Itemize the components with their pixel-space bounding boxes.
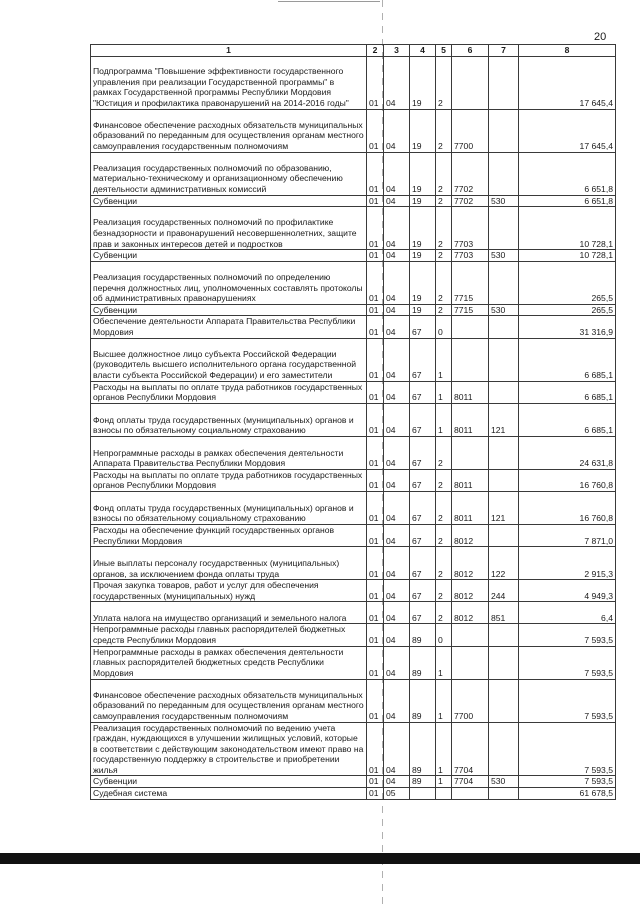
row-code-expense-type: 121 [489, 403, 519, 436]
row-code-direction [452, 788, 489, 800]
row-code-subsection: 04 [384, 679, 410, 722]
row-code-subprogram: 1 [436, 381, 452, 403]
row-name: Субвенции [91, 250, 367, 262]
row-code-section: 01 [367, 338, 384, 381]
row-code-direction: 7715 [452, 304, 489, 316]
row-name: Фонд оплаты труда государственных (муниципальных) органов и взносы по обязательному социальному страхованию [91, 491, 367, 524]
row-code-subsection: 04 [384, 491, 410, 524]
row-code-subprogram: 2 [436, 304, 452, 316]
row-code-program: 19 [410, 250, 436, 262]
row-code-direction: 8012 [452, 580, 489, 602]
row-code-section: 01 [367, 56, 384, 109]
row-name: Непрограммные расходы в рамках обеспечения деятельности Аппарата Правительства Республики Мордовия [91, 436, 367, 469]
row-code-subprogram: 2 [436, 152, 452, 195]
header-cell: 8 [519, 45, 616, 57]
row-code-program: 89 [410, 679, 436, 722]
row-code-program: 67 [410, 580, 436, 602]
row-amount: 6 651,8 [519, 152, 616, 195]
row-code-subsection: 04 [384, 602, 410, 624]
row-code-direction [452, 624, 489, 646]
row-code-direction: 7702 [452, 152, 489, 195]
row-amount: 7 593,5 [519, 624, 616, 646]
row-code-subprogram: 2 [436, 580, 452, 602]
row-amount: 10 728,1 [519, 250, 616, 262]
row-name: Финансовое обеспечение расходных обязательств муниципальных образований по переданным для осуществления органам местного самоуправления государственным полномочиям [91, 109, 367, 152]
row-code-subsection: 04 [384, 316, 410, 338]
table-row [91, 195, 616, 207]
header-cell: 5 [436, 45, 452, 57]
row-name: Реализация государственных полномочий по образованию, материально-техническому и организационному обеспечению деятельности административных комиссий [91, 152, 367, 195]
row-code-subprogram: 2 [436, 250, 452, 262]
row-code-program: 19 [410, 261, 436, 304]
row-code-program: 19 [410, 304, 436, 316]
table-row [91, 624, 616, 646]
row-code-subprogram: 0 [436, 316, 452, 338]
row-amount: 4 949,3 [519, 580, 616, 602]
row-code-subsection: 05 [384, 788, 410, 800]
row-code-expense-type [489, 524, 519, 546]
header-cell: 3 [384, 45, 410, 57]
table-row [91, 109, 616, 152]
row-amount: 6,4 [519, 602, 616, 624]
row-code-program: 67 [410, 547, 436, 580]
row-name: Уплата налога на имущество организаций и земельного налога [91, 602, 367, 624]
row-code-program: 19 [410, 56, 436, 109]
table-row [91, 491, 616, 524]
row-code-subprogram: 1 [436, 679, 452, 722]
row-name: Непрограммные расходы в рамках обеспечения деятельности главных распорядителей бюджетных средств Республики Мордовия [91, 646, 367, 679]
table-row [91, 788, 616, 800]
row-code-subsection: 04 [384, 524, 410, 546]
row-name: Судебная система [91, 788, 367, 800]
row-code-direction: 8012 [452, 524, 489, 546]
row-code-program: 67 [410, 469, 436, 491]
row-amount: 6 685,1 [519, 381, 616, 403]
row-code-subsection: 04 [384, 109, 410, 152]
row-code-expense-type [489, 56, 519, 109]
row-code-section: 01 [367, 624, 384, 646]
row-code-program: 89 [410, 624, 436, 646]
row-code-direction: 8011 [452, 491, 489, 524]
row-code-subsection: 04 [384, 436, 410, 469]
row-code-expense-type [489, 624, 519, 646]
row-code-expense-type [489, 436, 519, 469]
row-code-subprogram: 2 [436, 602, 452, 624]
row-code-direction: 7704 [452, 776, 489, 788]
row-code-subsection: 04 [384, 56, 410, 109]
row-code-section: 01 [367, 602, 384, 624]
row-amount: 61 678,5 [519, 788, 616, 800]
row-name: Иные выплаты персоналу государственных (муниципальных) органов, за исключением фонда оплаты труда [91, 547, 367, 580]
table-row [91, 646, 616, 679]
row-code-subprogram: 2 [436, 524, 452, 546]
table-row [91, 679, 616, 722]
row-code-subprogram: 1 [436, 722, 452, 776]
row-code-section: 01 [367, 469, 384, 491]
row-code-section: 01 [367, 304, 384, 316]
row-name: Субвенции [91, 776, 367, 788]
row-code-direction: 7700 [452, 109, 489, 152]
header-cell: 1 [91, 45, 367, 57]
row-code-expense-type [489, 316, 519, 338]
row-amount: 31 316,9 [519, 316, 616, 338]
table-row [91, 152, 616, 195]
row-code-section: 01 [367, 207, 384, 250]
row-code-program: 89 [410, 646, 436, 679]
row-name: Непрограммные расходы главных распорядителей бюджетных средств Республики Мордовия [91, 624, 367, 646]
table-row [91, 469, 616, 491]
row-code-program: 89 [410, 776, 436, 788]
row-code-subsection: 04 [384, 261, 410, 304]
table-row [91, 580, 616, 602]
row-name: Расходы на выплаты по оплате труда работников государственных органов Республики Мордовия [91, 469, 367, 491]
row-name: Субвенции [91, 195, 367, 207]
row-code-direction: 8011 [452, 469, 489, 491]
row-code-subprogram: 1 [436, 338, 452, 381]
row-code-program: 67 [410, 338, 436, 381]
row-amount: 6 651,8 [519, 195, 616, 207]
row-code-program: 67 [410, 524, 436, 546]
row-code-subprogram: 1 [436, 403, 452, 436]
row-code-direction [452, 436, 489, 469]
row-amount: 17 645,4 [519, 109, 616, 152]
row-code-program: 89 [410, 722, 436, 776]
row-code-section: 01 [367, 524, 384, 546]
row-code-subprogram: 1 [436, 776, 452, 788]
row-code-subsection: 04 [384, 646, 410, 679]
row-code-subsection: 04 [384, 776, 410, 788]
row-code-program: 67 [410, 381, 436, 403]
row-code-subsection: 04 [384, 338, 410, 381]
header-cell: 6 [452, 45, 489, 57]
row-code-subprogram: 1 [436, 646, 452, 679]
row-code-program: 67 [410, 316, 436, 338]
header-cell: 4 [410, 45, 436, 57]
table-row [91, 250, 616, 262]
row-code-expense-type [489, 788, 519, 800]
row-code-expense-type: 530 [489, 776, 519, 788]
row-name: Реализация государственных полномочий по профилактике безнадзорности и правонарушений несовершеннолетних, защите прав и законных интересов детей и подростков [91, 207, 367, 250]
row-code-expense-type [489, 152, 519, 195]
row-code-direction: 7703 [452, 250, 489, 262]
row-code-expense-type: 530 [489, 304, 519, 316]
row-name: Высшее должностное лицо субъекта Российской Федерации (руководитель высшего исполнительного органа государственной власти субъекта Российской Федерации) и его заместители [91, 338, 367, 381]
row-code-section: 01 [367, 403, 384, 436]
row-code-subprogram: 2 [436, 491, 452, 524]
row-amount: 6 685,1 [519, 338, 616, 381]
table-row [91, 403, 616, 436]
row-code-program: 67 [410, 602, 436, 624]
row-code-direction: 8011 [452, 403, 489, 436]
row-code-subprogram: 2 [436, 547, 452, 580]
row-code-section: 01 [367, 381, 384, 403]
row-code-subsection: 04 [384, 195, 410, 207]
row-code-subprogram [436, 788, 452, 800]
row-name: Обеспечение деятельности Аппарата Правительства Республики Мордовия [91, 316, 367, 338]
row-code-section: 01 [367, 788, 384, 800]
row-code-expense-type [489, 646, 519, 679]
row-code-subprogram: 2 [436, 56, 452, 109]
row-code-section: 01 [367, 261, 384, 304]
row-code-section: 01 [367, 776, 384, 788]
row-amount: 6 685,1 [519, 403, 616, 436]
scan-mark [278, 1, 380, 2]
row-amount: 7 593,5 [519, 646, 616, 679]
row-code-subsection: 04 [384, 152, 410, 195]
table-row [91, 524, 616, 546]
row-code-program [410, 788, 436, 800]
table-row [91, 602, 616, 624]
row-code-program: 67 [410, 491, 436, 524]
row-code-subprogram: 2 [436, 436, 452, 469]
table-row [91, 381, 616, 403]
row-code-expense-type: 851 [489, 602, 519, 624]
row-code-program: 67 [410, 436, 436, 469]
row-code-section: 01 [367, 491, 384, 524]
row-code-expense-type [489, 109, 519, 152]
row-code-subprogram: 2 [436, 109, 452, 152]
row-code-section: 01 [367, 646, 384, 679]
row-code-subsection: 04 [384, 469, 410, 491]
row-code-expense-type: 530 [489, 195, 519, 207]
row-code-section: 01 [367, 679, 384, 722]
row-code-section: 01 [367, 722, 384, 776]
table-body [91, 56, 616, 799]
row-code-expense-type: 244 [489, 580, 519, 602]
row-code-expense-type [489, 261, 519, 304]
row-code-program: 19 [410, 152, 436, 195]
row-code-direction [452, 56, 489, 109]
row-code-expense-type: 530 [489, 250, 519, 262]
row-amount: 17 645,4 [519, 56, 616, 109]
row-name: Реализация государственных полномочий по определению перечня должностных лиц, уполномоченных составлять протоколы об административных правонарушениях [91, 261, 367, 304]
table-row [91, 207, 616, 250]
row-amount: 265,5 [519, 261, 616, 304]
row-code-direction: 8012 [452, 602, 489, 624]
row-code-section: 01 [367, 580, 384, 602]
row-code-subsection: 04 [384, 547, 410, 580]
row-name: Расходы на обеспечение функций государственных органов Республики Мордовия [91, 524, 367, 546]
row-code-section: 01 [367, 436, 384, 469]
row-code-subprogram: 2 [436, 261, 452, 304]
row-code-direction: 8011 [452, 381, 489, 403]
table-row [91, 338, 616, 381]
row-code-section: 01 [367, 316, 384, 338]
row-code-direction: 7703 [452, 207, 489, 250]
row-code-section: 01 [367, 195, 384, 207]
row-code-expense-type [489, 722, 519, 776]
row-amount: 2 915,3 [519, 547, 616, 580]
row-code-subsection: 04 [384, 580, 410, 602]
table-row [91, 722, 616, 776]
row-code-expense-type: 121 [489, 491, 519, 524]
row-name: Расходы на выплаты по оплате труда работников государственных органов Республики Мордовия [91, 381, 367, 403]
row-code-section: 01 [367, 250, 384, 262]
row-code-direction: 7702 [452, 195, 489, 207]
row-code-section: 01 [367, 547, 384, 580]
row-code-subsection: 04 [384, 381, 410, 403]
row-name: Финансовое обеспечение расходных обязательств муниципальных образований по переданным для осуществления органам местного самоуправления государственным полномочиям [91, 679, 367, 722]
table-row [91, 56, 616, 109]
row-amount: 7 593,5 [519, 679, 616, 722]
row-code-direction [452, 338, 489, 381]
row-name: Фонд оплаты труда государственных (муниципальных) органов и взносы по обязательному социальному страхованию [91, 403, 367, 436]
row-amount: 7 871,0 [519, 524, 616, 546]
header-row [91, 45, 616, 57]
table-row [91, 547, 616, 580]
row-code-subsection: 04 [384, 304, 410, 316]
row-name: Реализация государственных полномочий по ведению учета граждан, нуждающихся в улучшении жилищных условий, которые в соответствии с действующим законодательством имеют право на государственную поддержку в строительстве и приобретении жилья [91, 722, 367, 776]
row-code-subprogram: 0 [436, 624, 452, 646]
row-name: Субвенции [91, 304, 367, 316]
row-code-direction: 7715 [452, 261, 489, 304]
row-code-expense-type [489, 679, 519, 722]
row-code-expense-type: 122 [489, 547, 519, 580]
page-number: 20 [594, 31, 607, 43]
row-code-subsection: 04 [384, 403, 410, 436]
table-row [91, 776, 616, 788]
row-amount: 16 760,8 [519, 469, 616, 491]
row-code-direction: 7704 [452, 722, 489, 776]
row-code-subsection: 04 [384, 207, 410, 250]
row-code-subprogram: 2 [436, 469, 452, 491]
row-amount: 10 728,1 [519, 207, 616, 250]
row-name: Подпрограмма "Повышение эффективности государственного управления при реализации Государственной программы" в рамках Государственной программы Республики Мордовия "Юстиция и профилактика правонарушений на 2014-2016 годы" [91, 56, 367, 109]
table-row [91, 304, 616, 316]
row-code-section: 01 [367, 109, 384, 152]
scan-edge-bar [0, 853, 640, 864]
row-code-expense-type [489, 381, 519, 403]
budget-table [90, 44, 616, 800]
header-cell: 2 [367, 45, 384, 57]
table-row [91, 316, 616, 338]
row-code-section: 01 [367, 152, 384, 195]
row-code-subsection: 04 [384, 624, 410, 646]
row-code-subprogram: 2 [436, 207, 452, 250]
header-cell: 7 [489, 45, 519, 57]
row-code-expense-type [489, 207, 519, 250]
row-amount: 24 631,8 [519, 436, 616, 469]
row-code-direction: 8012 [452, 547, 489, 580]
row-code-subsection: 04 [384, 250, 410, 262]
row-amount: 7 593,5 [519, 776, 616, 788]
table-row [91, 261, 616, 304]
row-code-direction [452, 316, 489, 338]
table-row [91, 436, 616, 469]
row-code-direction [452, 646, 489, 679]
row-code-program: 67 [410, 403, 436, 436]
row-amount: 7 593,5 [519, 722, 616, 776]
row-code-program: 19 [410, 109, 436, 152]
row-code-program: 19 [410, 195, 436, 207]
row-amount: 16 760,8 [519, 491, 616, 524]
row-name: Прочая закупка товаров, работ и услуг для обеспечения государственных (муниципальных) нужд [91, 580, 367, 602]
row-code-subprogram: 2 [436, 195, 452, 207]
row-code-program: 19 [410, 207, 436, 250]
row-code-expense-type [489, 469, 519, 491]
row-code-direction: 7700 [452, 679, 489, 722]
row-amount: 265,5 [519, 304, 616, 316]
row-code-expense-type [489, 338, 519, 381]
row-code-subsection: 04 [384, 722, 410, 776]
